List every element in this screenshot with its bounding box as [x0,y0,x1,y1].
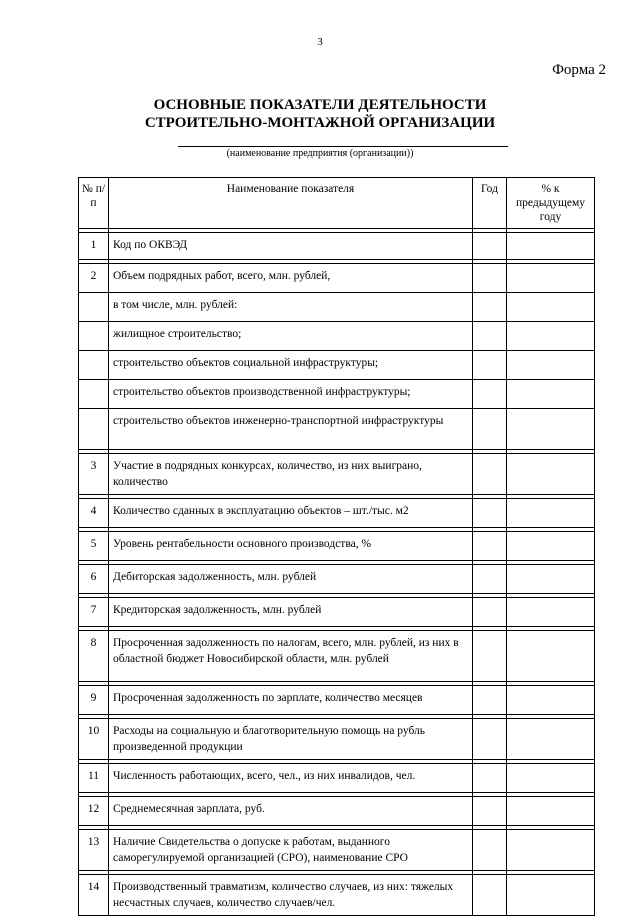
year-value-cell[interactable] [473,264,507,293]
table-header-row [79,178,595,229]
indicator-name-cell [109,631,473,682]
row-number-cell [79,830,109,871]
percent-value-cell[interactable] [507,499,595,528]
row-number: 4 [90,505,97,517]
indicator-name: Дебиторская задолженность, млн. рублей [113,571,317,583]
year-value-cell[interactable] [473,830,507,871]
indicator-name-cell [109,409,473,450]
indicator-name: строительство объектов производственной инфраструктуры; [113,386,411,398]
indicator-name: Кредиторская задолженность, млн. рублей [113,604,322,616]
percent-value-cell[interactable] [507,380,595,409]
row-number: 13 [87,836,100,848]
table-row [79,797,595,826]
row-number-cell [79,293,109,322]
row-number-cell [79,351,109,380]
row-number-cell [79,565,109,594]
percent-value-cell[interactable] [507,797,595,826]
indicator-name: жилищное строительство; [113,328,242,340]
percent-value-cell[interactable] [507,598,595,627]
percent-value-cell[interactable] [507,830,595,871]
row-number: 8 [90,637,97,649]
indicator-name-cell [109,264,473,293]
year-value-cell[interactable] [473,631,507,682]
row-number-cell [79,380,109,409]
year-value-cell[interactable] [473,454,507,495]
percent-value-cell[interactable] [507,454,595,495]
indicator-name: Уровень рентабельности основного производства, % [113,538,372,550]
percent-value-cell[interactable] [507,351,595,380]
table-row [79,293,595,322]
indicator-name-cell [109,686,473,715]
year-value-cell[interactable] [473,351,507,380]
year-value-cell[interactable] [473,532,507,561]
table-body [79,229,595,916]
row-number: 11 [87,770,100,782]
indicator-name-cell [109,322,473,351]
indicator-name-cell [109,293,473,322]
year-value-cell[interactable] [473,598,507,627]
row-number-cell [79,764,109,793]
organization-caption: (наименование предприятия (организации)) [226,148,414,159]
table-row [79,686,595,715]
row-number [79,380,108,408]
row-number [79,351,108,379]
percent-value-cell[interactable] [507,631,595,682]
header-num-label: № п/п [81,183,106,209]
row-number-cell [79,233,109,260]
table-row [79,764,595,793]
indicator-name: Расходы на социальную и благотворительную помощь на рубль произведенной продукции [113,725,426,753]
indicator-name-cell [109,719,473,760]
table-row [79,631,595,682]
indicator-name-cell [109,565,473,594]
indicator-name-cell [109,454,473,495]
indicator-name-cell [109,764,473,793]
table-row [79,499,595,528]
year-value-cell[interactable] [473,293,507,322]
table-row [79,264,595,293]
percent-value-cell[interactable] [507,875,595,916]
row-number [79,409,108,449]
row-number-cell [79,264,109,293]
table-row [79,233,595,260]
year-value-cell[interactable] [473,686,507,715]
indicator-name: строительство объектов социальной инфраструктуры; [113,357,379,369]
table-row [79,565,595,594]
year-value-cell[interactable] [473,797,507,826]
percent-value-cell[interactable] [507,233,595,260]
organization-name-line [178,146,508,147]
percent-value-cell[interactable] [507,532,595,561]
indicator-name-cell [109,598,473,627]
row-number-cell [79,686,109,715]
indicator-name: Среднемесячная зарплата, руб. [113,803,265,815]
percent-value-cell[interactable] [507,409,595,450]
header-year [473,178,507,229]
year-value-cell[interactable] [473,322,507,351]
row-number: 3 [90,460,97,472]
table-row [79,380,595,409]
row-number-cell [79,598,109,627]
row-number: 5 [90,538,97,550]
row-number: 2 [90,270,97,282]
table-row [79,598,595,627]
indicator-name: Просроченная задолженность по налогам, всего, млн. рублей, из них в областной бюджет Новосибирской области, млн. рублей [113,637,459,665]
row-number [79,322,108,350]
indicator-name: строительство объектов инженерно-транспортной инфраструктуры [113,415,444,427]
year-value-cell[interactable] [473,233,507,260]
page-number: 3 [317,36,323,48]
row-number: 14 [87,881,100,893]
indicator-name-cell [109,830,473,871]
table-row [79,351,595,380]
table-row [79,409,595,450]
indicator-name-cell [109,351,473,380]
row-number-cell [79,532,109,561]
indicator-name: Производственный травматизм, количество случаев, из них: тяжелых несчастных случаев, количество случаев/чел. [113,881,454,909]
row-number: 1 [90,239,97,251]
percent-value-cell[interactable] [507,565,595,594]
header-name-label: Наименование показателя [226,183,355,195]
title-line-1: ОСНОВНЫЕ ПОКАЗАТЕЛИ ДЕЯТЕЛЬНОСТИ [153,97,487,113]
percent-value-cell[interactable] [507,264,595,293]
percent-value-cell[interactable] [507,686,595,715]
table-row [79,830,595,871]
row-number-cell [79,454,109,495]
row-number-cell [79,499,109,528]
year-value-cell[interactable] [473,409,507,450]
row-number: 9 [90,692,97,704]
table-row [79,454,595,495]
indicator-name: Количество сданных в эксплуатацию объектов – шт./тыс. м2 [113,505,409,517]
row-number-cell [79,797,109,826]
row-number-cell [79,631,109,682]
indicator-name-cell [109,532,473,561]
indicator-name: Наличие Свидетельства о допуске к работам, выданного саморегулируемой организацией (СРО), наименование СРО [113,836,408,864]
title-line-2: СТРОИТЕЛЬНО-МОНТАЖНОЙ ОРГАНИЗАЦИИ [144,115,496,131]
percent-value-cell[interactable] [507,719,595,760]
table-row [79,532,595,561]
indicator-name-cell [109,380,473,409]
header-pct-label: % к предыдущему году [515,183,586,223]
row-number: 7 [90,604,97,616]
percent-value-cell[interactable] [507,293,595,322]
header-year-label: Год [481,183,498,195]
row-number: 12 [87,803,100,815]
percent-value-cell[interactable] [507,764,595,793]
form-label: Форма 2 [552,62,606,78]
document-title [0,96,640,132]
indicator-name: Объем подрядных работ, всего, млн. рублей, [113,270,331,282]
header-pct [507,178,595,229]
header-name [109,178,473,229]
header-num [79,178,109,229]
row-number-cell [79,719,109,760]
year-value-cell[interactable] [473,380,507,409]
row-number-cell [79,409,109,450]
year-value-cell[interactable] [473,499,507,528]
indicator-name-cell [109,499,473,528]
row-number [79,293,108,321]
indicator-name: Код по ОКВЭД [113,239,188,251]
table-row [79,719,595,760]
indicator-name-cell [109,797,473,826]
indicator-name-cell [109,233,473,260]
percent-value-cell[interactable] [507,322,595,351]
indicator-name-cell [109,875,473,916]
year-value-cell[interactable] [473,875,507,916]
row-number: 6 [90,571,97,583]
row-number: 10 [87,725,100,737]
indicator-name: Просроченная задолженность по зарплате, количество месяцев [113,692,423,704]
table-row [79,875,595,916]
row-number-cell [79,875,109,916]
table-row [79,322,595,351]
indicators-table [78,177,595,916]
row-number-cell [79,322,109,351]
year-value-cell[interactable] [473,565,507,594]
indicator-name: Численность работающих, всего, чел., из них инвалидов, чел. [113,770,416,782]
indicator-name: Участие в подрядных конкурсах, количество, из них выиграно, количество [113,460,422,488]
year-value-cell[interactable] [473,764,507,793]
year-value-cell[interactable] [473,719,507,760]
indicator-name: в том числе, млн. рублей: [113,299,238,311]
